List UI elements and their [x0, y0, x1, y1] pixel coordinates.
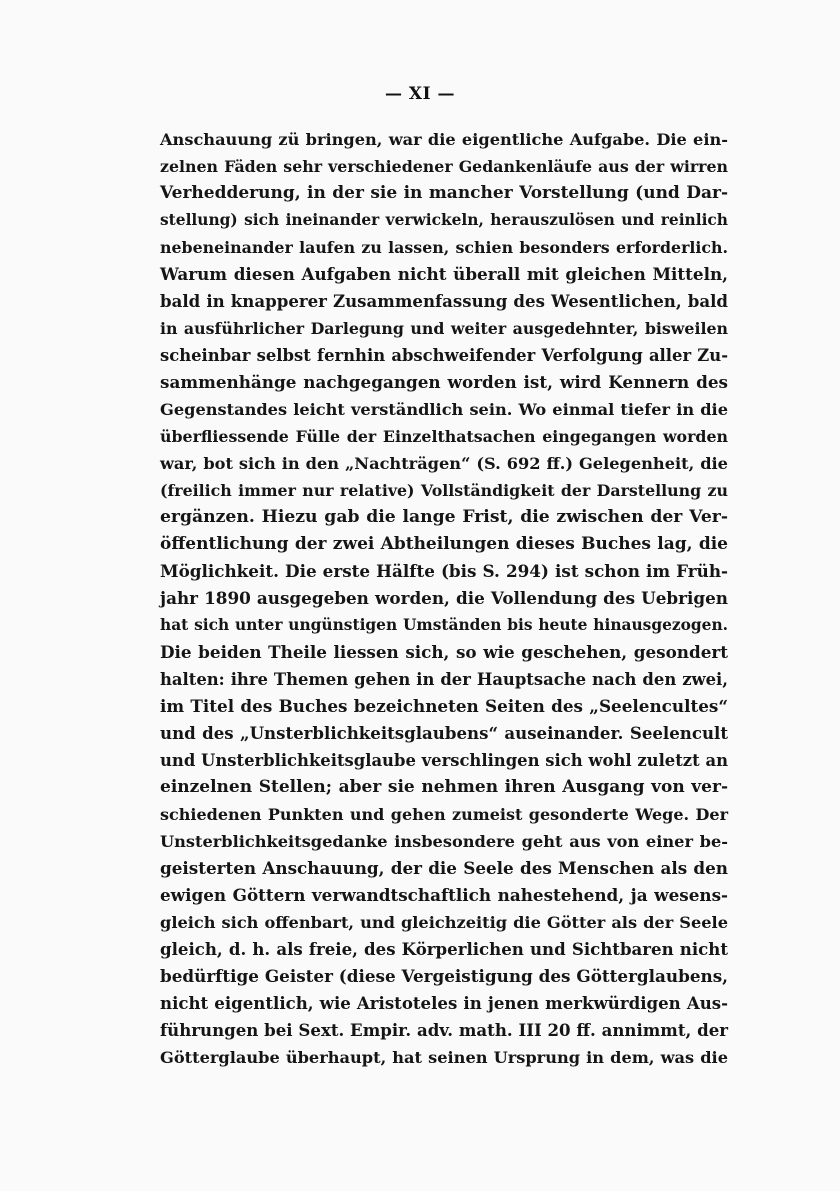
- text-line: hat sich unter ungünstigen Umständen bis heute hinausgezogen.: [160, 616, 728, 634]
- text-line: scheinbar selbst fernhin abschweifender Verfolgung aller Zu-: [160, 346, 728, 365]
- text-line: war, bot sich in den „Nachträgen“ (S. 692 ff.) Gelegenheit, die: [160, 454, 728, 473]
- text-line: in ausführlicher Darlegung und weiter ausgedehnter, bisweilen: [160, 319, 728, 338]
- text-line: und Unsterblichkeitsglaube verschlingen sich wohl zuletzt an: [160, 751, 728, 770]
- text-line: im Titel des Buches bezeichneten Seiten des „Seelencultes“: [160, 696, 728, 716]
- text-line: und des „Unsterblichkeitsglaubens“ auseinander. Seelencult: [160, 723, 728, 743]
- text-line: Unsterblichkeitsgedanke insbesondere geht aus von einer be-: [160, 832, 728, 851]
- text-line: bedürftige Geister (diese Vergeistigung des Götterglaubens,: [160, 966, 728, 986]
- text-line: ergänzen. Hiezu gab die lange Frist, die zwischen der Ver-: [160, 507, 728, 527]
- text-line: halten: ihre Themen gehen in der Hauptsache nach den zwei,: [160, 670, 728, 689]
- text-line: zelnen Fäden sehr verschiedener Gedankenläufe aus der wirren: [160, 157, 728, 176]
- text-line: Die beiden Theile liessen sich, so wie geschehen, gesondert: [160, 642, 728, 662]
- text-line: gleich, d. h. als freie, des Körperlichen und Sichtbaren nicht: [160, 939, 728, 959]
- text-line: schiedenen Punkten und gehen zumeist gesonderte Wege. Der: [160, 805, 728, 824]
- text-line: Anschauung zü bringen, war die eigentliche Aufgabe. Die ein-: [160, 130, 728, 149]
- text-line: einzelnen Stellen; aber sie nehmen ihren Ausgang von ver-: [160, 777, 728, 797]
- text-line: Verhedderung, in der sie in mancher Vorstellung (und Dar-: [160, 183, 728, 203]
- text-line: geisterten Anschauung, der die Seele des Menschen als den: [160, 858, 728, 878]
- text-line: (freilich immer nur relative) Vollständigkeit der Darstellung zu: [160, 481, 728, 500]
- text-line: Götterglaube überhaupt, hat seinen Ursprung in dem, was die: [160, 1048, 728, 1067]
- text-line: Gegenstandes leicht verständlich sein. Wo einmal tiefer in die: [160, 400, 728, 419]
- text-line: jahr 1890 ausgegeben worden, die Vollendung des Uebrigen: [160, 588, 728, 608]
- text-line: ewigen Göttern verwandtschaftlich nahestehend, ja wesens-: [160, 885, 728, 905]
- page-number: — XI —: [385, 84, 455, 104]
- text-line: nicht eigentlich, wie Aristoteles in jenen merkwürdigen Aus-: [160, 993, 728, 1013]
- text-line: Warum diesen Aufgaben nicht überall mit gleichen Mitteln,: [160, 264, 728, 284]
- text-line: führungen bei Sext. Empir. adv. math. III 20 ff. annimmt, der: [160, 1020, 728, 1040]
- text-line: stellung) sich ineinander verwickeln, herauszulösen und reinlich: [160, 211, 728, 229]
- text-line: gleich sich offenbart, und gleichzeitig die Götter als der Seele: [160, 913, 728, 932]
- text-line: sammenhänge nachgegangen worden ist, wird Kennern des: [160, 372, 728, 392]
- text-line: Möglichkeit. Die erste Hälfte (bis S. 294) ist schon im Früh-: [160, 561, 728, 581]
- text-line: nebeneinander laufen zu lassen, schien besonders erforderlich.: [160, 238, 728, 257]
- text-line: bald in knapperer Zusammenfassung des Wesentlichen, bald: [160, 291, 728, 311]
- text-line: öffentlichung der zwei Abtheilungen dieses Buches lag, die: [160, 534, 728, 554]
- body-text: [160, 126, 728, 1071]
- text-line: überfliessende Fülle der Einzelthatsachen eingegangen worden: [160, 427, 728, 446]
